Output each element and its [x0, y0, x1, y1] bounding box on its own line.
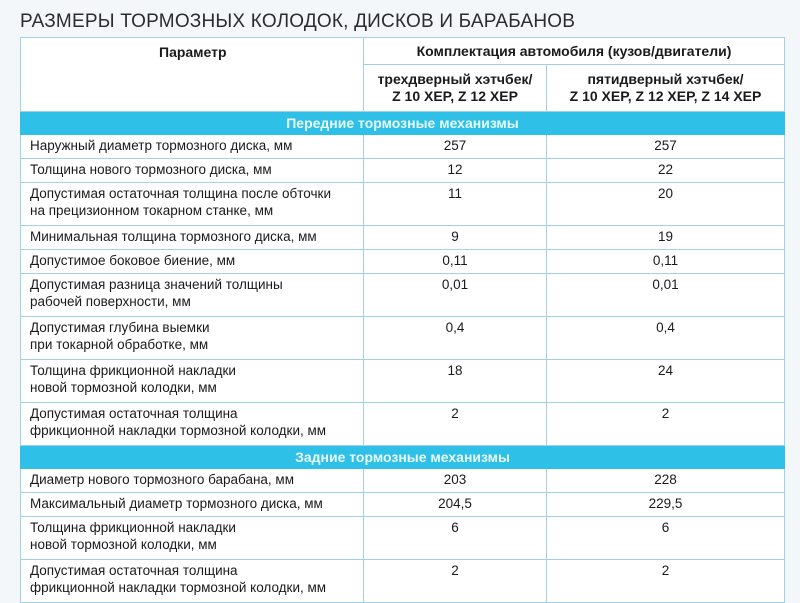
param-line: Максимальный диаметр тормозного диска, мм	[30, 496, 323, 511]
param-line: Допустимая остаточная толщина после обточки	[30, 186, 331, 201]
param-cell	[21, 226, 364, 250]
param-cell	[21, 274, 364, 317]
param-line: фрикционной накладки тормозной колодки, мм	[30, 580, 327, 595]
value-three-door: 2	[364, 403, 547, 446]
value-three-door: 12	[364, 159, 547, 183]
param-line: Толщина фрикционной накладки	[30, 520, 236, 535]
param-line: Допустимая остаточная толщина	[30, 406, 238, 421]
section-title: Передние тормозные механизмы	[21, 112, 785, 135]
table-row	[21, 403, 785, 446]
param-line: Толщина фрикционной накладки	[30, 363, 236, 378]
param-cell	[21, 403, 364, 446]
param-cell	[21, 135, 364, 159]
value-three-door: 18	[364, 360, 547, 403]
value-five-door: 257	[547, 135, 785, 159]
value-three-door: 2	[364, 560, 547, 603]
value-five-door: 2	[547, 560, 785, 603]
value-five-door: 0,01	[547, 274, 785, 317]
value-three-door: 204,5	[364, 493, 547, 517]
param-cell	[21, 317, 364, 360]
value-five-door: 0,4	[547, 317, 785, 360]
table-row	[21, 317, 785, 360]
page-title: РАЗМЕРЫ ТОРМОЗНЫХ КОЛОДОК, ДИСКОВ И БАРАБАНОВ	[20, 11, 576, 32]
param-line: Диаметр нового тормозного барабана, мм	[30, 472, 294, 487]
section-row	[21, 446, 785, 469]
value-five-door: 6	[547, 517, 785, 560]
header-config: Комплектация автомобиля (кузов/двигатели)	[364, 38, 785, 65]
value-three-door: 0,01	[364, 274, 547, 317]
param-line: Допустимая глубина выемки	[30, 320, 210, 335]
value-five-door: 229,5	[547, 493, 785, 517]
section-row	[21, 112, 785, 135]
param-line: Наружный диаметр тормозного диска, мм	[30, 138, 293, 153]
table-row	[21, 469, 785, 493]
table-row	[21, 493, 785, 517]
param-line: при токарной обработке, мм	[30, 337, 209, 352]
param-cell	[21, 183, 364, 226]
table-row	[21, 517, 785, 560]
value-three-door: 0,11	[364, 250, 547, 274]
value-three-door: 9	[364, 226, 547, 250]
value-five-door: 24	[547, 360, 785, 403]
param-line: на прецизионном токарном станке, мм	[30, 203, 274, 218]
table-row	[21, 135, 785, 159]
header-param: Параметр	[21, 38, 364, 112]
table-row	[21, 560, 785, 603]
table-body	[21, 112, 785, 603]
value-three-door: 257	[364, 135, 547, 159]
param-line: новой тормозной колодки, мм	[30, 380, 217, 395]
value-five-door: 22	[547, 159, 785, 183]
value-five-door: 19	[547, 226, 785, 250]
header-three-door-line1: трехдверный хэтчбек/	[377, 71, 533, 87]
value-three-door: 203	[364, 469, 547, 493]
table-row	[21, 226, 785, 250]
param-line: Допустимое боковое биение, мм	[30, 253, 236, 268]
value-five-door: 228	[547, 469, 785, 493]
param-line: новой тормозной колодки, мм	[30, 537, 217, 552]
header-three-door	[364, 65, 547, 112]
param-line: Допустимая остаточная толщина	[30, 563, 238, 578]
param-line: Минимальная толщина тормозного диска, мм	[30, 229, 317, 244]
header-five-door-line2: Z 10 XEP, Z 12 XEP, Z 14 XEP	[569, 88, 762, 104]
value-three-door: 11	[364, 183, 547, 226]
param-line: рабочей поверхности, мм	[30, 294, 191, 309]
param-line: Толщина нового тормозного диска, мм	[30, 162, 272, 177]
param-cell	[21, 159, 364, 183]
table-row	[21, 183, 785, 226]
param-cell	[21, 250, 364, 274]
header-five-door-line1: пятидверный хэтчбек/	[587, 71, 744, 87]
table-row	[21, 159, 785, 183]
param-cell	[21, 560, 364, 603]
table-header-row	[21, 38, 785, 65]
table-row	[21, 274, 785, 317]
header-three-door-line2: Z 10 XEP, Z 12 XEP	[392, 88, 518, 104]
param-cell	[21, 493, 364, 517]
value-five-door: 2	[547, 403, 785, 446]
param-cell	[21, 469, 364, 493]
param-line: фрикционной накладки тормозной колодки, мм	[30, 423, 327, 438]
param-line: Допустимая разница значений толщины	[30, 277, 283, 292]
value-three-door: 6	[364, 517, 547, 560]
section-title: Задние тормозные механизмы	[21, 446, 785, 469]
brake-specs-table	[20, 37, 785, 603]
param-cell	[21, 360, 364, 403]
header-five-door	[547, 65, 785, 112]
table-row	[21, 360, 785, 403]
value-five-door: 20	[547, 183, 785, 226]
param-cell	[21, 517, 364, 560]
table-row	[21, 250, 785, 274]
value-five-door: 0,11	[547, 250, 785, 274]
value-three-door: 0,4	[364, 317, 547, 360]
